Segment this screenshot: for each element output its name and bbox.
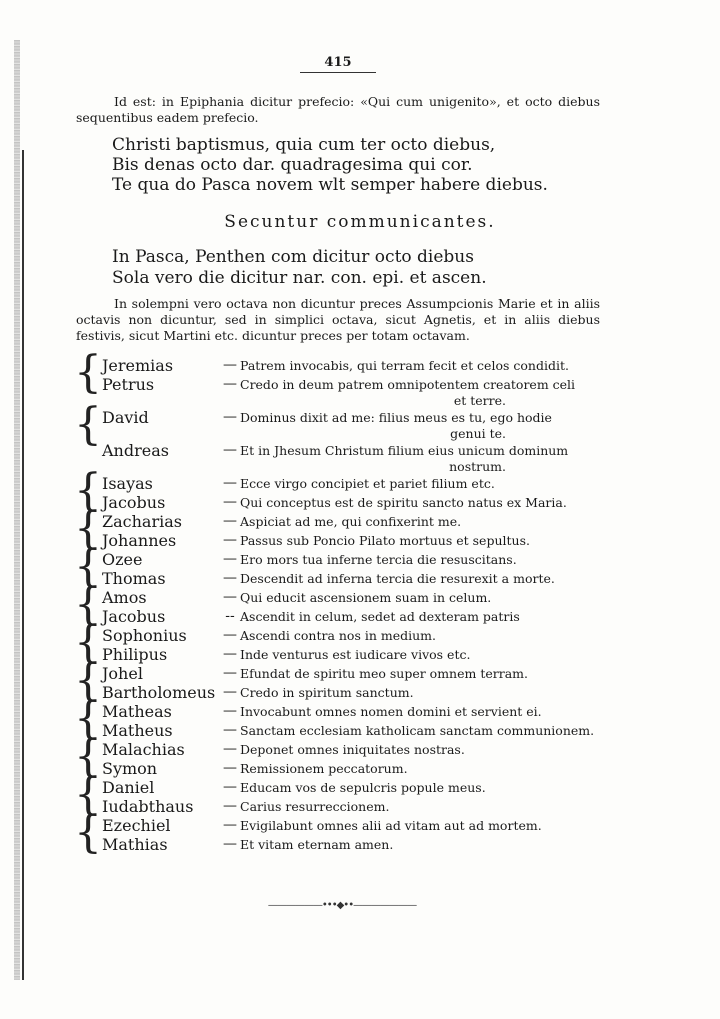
pair-row <box>74 531 606 550</box>
pair-row <box>74 607 606 626</box>
person-name: Jacobus <box>102 493 166 512</box>
creed-line: Sanctam ecclesiam katholicam sanctam communionem. <box>240 723 595 738</box>
verse-line: Christi baptismus, quia cum ter octo diebus, <box>112 135 496 155</box>
creed-line: Descendit ad inferna tercia die resurexit a morte. <box>240 571 555 586</box>
person-name: Jacobus <box>102 607 166 626</box>
person-name: Thomas <box>102 569 166 588</box>
creed-line: Deponet omnes iniquitates nostras. <box>240 742 465 757</box>
creed-line: Credo in spiritum sanctum. <box>240 685 414 700</box>
creed-line: Evigilabunt omnes alii ad vitam aut ad mortem. <box>240 818 542 833</box>
creed-text <box>240 645 606 664</box>
pair-row <box>74 408 606 441</box>
person-name: Bartholomeus <box>102 683 216 702</box>
creed-line: Educam vos de sepulcris popule meus. <box>240 780 486 795</box>
verse-line: Te qua do Pasca novem wlt semper habere diebus. <box>112 175 548 195</box>
creed-continuation: nostrum. <box>449 459 506 474</box>
pair-row <box>74 835 606 854</box>
pair-row <box>74 375 606 408</box>
dash: — <box>223 627 237 643</box>
pair-row <box>74 356 606 375</box>
pairs-body <box>74 347 606 858</box>
brace: { <box>74 541 102 592</box>
dash: — <box>223 589 237 605</box>
dash: — <box>223 741 237 757</box>
person-name: Zacharias <box>102 512 182 531</box>
person-name: David <box>102 408 149 427</box>
dash: — <box>223 532 237 548</box>
verse-line: Sola vero die dicitur nar. con. epi. et ascen. <box>112 268 487 288</box>
brace: { <box>74 693 102 744</box>
pair-row <box>74 721 606 740</box>
person-name: Philipus <box>102 645 168 664</box>
brace: { <box>74 579 102 630</box>
creed-line: Ascendi contra nos in medium. <box>240 628 436 643</box>
pair-row <box>74 493 606 512</box>
octave-paragraph: In solempni vero octava non dicuntur preces Assumpcionis Marie et in aliis octavis non dicuntur, sed in simplici octava, sicut Agnetis, et in aliis diebus festivis, sicut Martini etc. dicuntur preces per totam octavam. <box>76 296 600 343</box>
creed-line: Inde venturus est iudicare vivos etc. <box>240 647 471 662</box>
person-name: Matheus <box>102 721 173 740</box>
creed-line: Passus sub Poncio Pilato mortuus et sepultus. <box>240 533 530 548</box>
creed-line: Invocabunt omnes nomen domini et servient ei. <box>240 704 542 719</box>
dash: — <box>223 442 237 458</box>
end-ornament: ——————•••◆••——————— <box>267 900 417 911</box>
apostle-prophet-table <box>74 347 606 858</box>
pair-row <box>74 512 606 531</box>
creed-text <box>240 721 606 740</box>
creed-text <box>240 835 606 854</box>
creed-text <box>240 702 606 721</box>
creed-text <box>240 441 606 474</box>
creed-line: Remissionem peccatorum. <box>240 761 408 776</box>
person-name: Mathias <box>102 835 168 854</box>
creed-continuation: genui te. <box>450 426 506 441</box>
creed-line: Aspiciat ad me, qui confixerint me. <box>240 514 462 529</box>
pair-row <box>74 702 606 721</box>
creed-text <box>240 759 606 778</box>
brace: { <box>74 399 102 450</box>
person-name: Daniel <box>102 778 155 797</box>
creed-text <box>240 664 606 683</box>
creed-text <box>240 626 606 645</box>
person-name: Sophonius <box>102 626 187 645</box>
brace: { <box>74 769 102 820</box>
creed-text <box>240 512 606 531</box>
creed-text <box>240 493 606 512</box>
pair-row <box>74 778 606 797</box>
person-name: Ozee <box>102 550 143 569</box>
creed-continuation: et terre. <box>453 393 506 408</box>
person-name: Andreas <box>102 441 169 460</box>
person-name: Jeremias <box>102 356 174 375</box>
brace: { <box>74 617 102 668</box>
pair-row <box>74 740 606 759</box>
creed-line: Efundat de spiritu meo super omnem terram. <box>240 666 528 681</box>
creed-text <box>240 797 606 816</box>
creed-line: Carius resurreccionem. <box>240 799 390 814</box>
creed-text <box>240 683 606 702</box>
brace: { <box>74 465 102 516</box>
creed-text <box>240 569 606 588</box>
pair-row <box>74 645 606 664</box>
creed-text <box>240 531 606 550</box>
pair-row <box>74 683 606 702</box>
dash: — <box>223 646 237 662</box>
creed-line: Credo in deum patrem omnipotentem creatorem celi <box>240 377 576 392</box>
dash: — <box>223 817 237 833</box>
binding-gutter <box>14 40 20 980</box>
person-name: Johel <box>102 664 143 683</box>
dash: — <box>223 760 237 776</box>
creed-line: Ero mors tua inferne tercia die resuscitans. <box>240 552 517 567</box>
creed-line: Et vitam eternam amen. <box>240 837 394 852</box>
person-name: Iudabthaus <box>102 797 194 816</box>
verse-line: In Pasca, Penthen com dicitur octo diebus <box>112 247 474 267</box>
person-name: Johannes <box>102 531 177 550</box>
dash: -- <box>225 608 235 624</box>
dash: — <box>223 722 237 738</box>
person-name: Petrus <box>102 375 155 394</box>
creed-text <box>240 778 606 797</box>
creed-text <box>240 408 606 441</box>
creed-text <box>240 816 606 835</box>
dash: — <box>223 665 237 681</box>
person-name: Isayas <box>102 474 153 493</box>
creed-line: Ecce virgo concipiet et pariet filium etc. <box>240 476 495 491</box>
pair-row <box>74 474 606 493</box>
dash: — <box>223 684 237 700</box>
creed-line: Ascendit in celum, sedet ad dexteram patris <box>240 609 520 624</box>
brace: { <box>74 655 102 706</box>
creed-line: Qui conceptus est de spiritu sancto natus ex Maria. <box>240 495 567 510</box>
creed-line: Dominus dixit ad me: filius meus es tu, ego hodie <box>240 410 552 425</box>
creed-text <box>240 375 606 408</box>
pair-row <box>74 550 606 569</box>
creed-text <box>240 740 606 759</box>
creed-line: Et in Jhesum Christum filium eius unicum dominum <box>240 443 569 458</box>
margin-rule <box>22 150 24 980</box>
dash: — <box>223 836 237 852</box>
dash: — <box>223 357 237 373</box>
dash: — <box>223 475 237 491</box>
creed-text <box>240 588 606 607</box>
section-heading: Secuntur communicantes. <box>224 212 496 232</box>
pair-row <box>74 441 606 474</box>
dash: — <box>223 376 237 392</box>
creed-line: Qui educit ascensionem suam in celum. <box>240 590 492 605</box>
intro-paragraph: Id est: in Epiphania dicitur prefecio: «Qui cum unigenito», et octo diebus sequentibus eadem prefecio. <box>76 94 600 125</box>
creed-text <box>240 607 606 626</box>
dash: — <box>223 494 237 510</box>
pair-row <box>74 569 606 588</box>
pair-row <box>74 816 606 835</box>
person-name: Malachias <box>102 740 185 759</box>
dash: — <box>223 513 237 529</box>
verse-line: Bis denas octo dar. quadragesima qui cor. <box>112 155 473 175</box>
pair-row <box>74 797 606 816</box>
person-name: Matheas <box>102 702 172 721</box>
person-name: Ezechiel <box>102 816 171 835</box>
creed-line: Patrem invocabis, qui terram fecit et celos condidit. <box>240 358 569 373</box>
dash: — <box>223 551 237 567</box>
brace: { <box>74 503 102 554</box>
brace: { <box>74 807 102 858</box>
pair-row <box>74 664 606 683</box>
dash: — <box>223 779 237 795</box>
person-name: Amos <box>102 588 147 607</box>
brace: { <box>74 347 102 398</box>
creed-text <box>240 474 606 493</box>
creed-text <box>240 356 606 375</box>
pair-row <box>74 588 606 607</box>
dash: — <box>223 703 237 719</box>
dash: — <box>223 798 237 814</box>
dash: — <box>223 409 237 425</box>
dash: — <box>223 570 237 586</box>
pair-row <box>74 759 606 778</box>
person-name: Symon <box>102 759 158 778</box>
page-number: 415 <box>300 55 376 73</box>
brace: { <box>74 731 102 782</box>
creed-text <box>240 550 606 569</box>
pair-row <box>74 626 606 645</box>
